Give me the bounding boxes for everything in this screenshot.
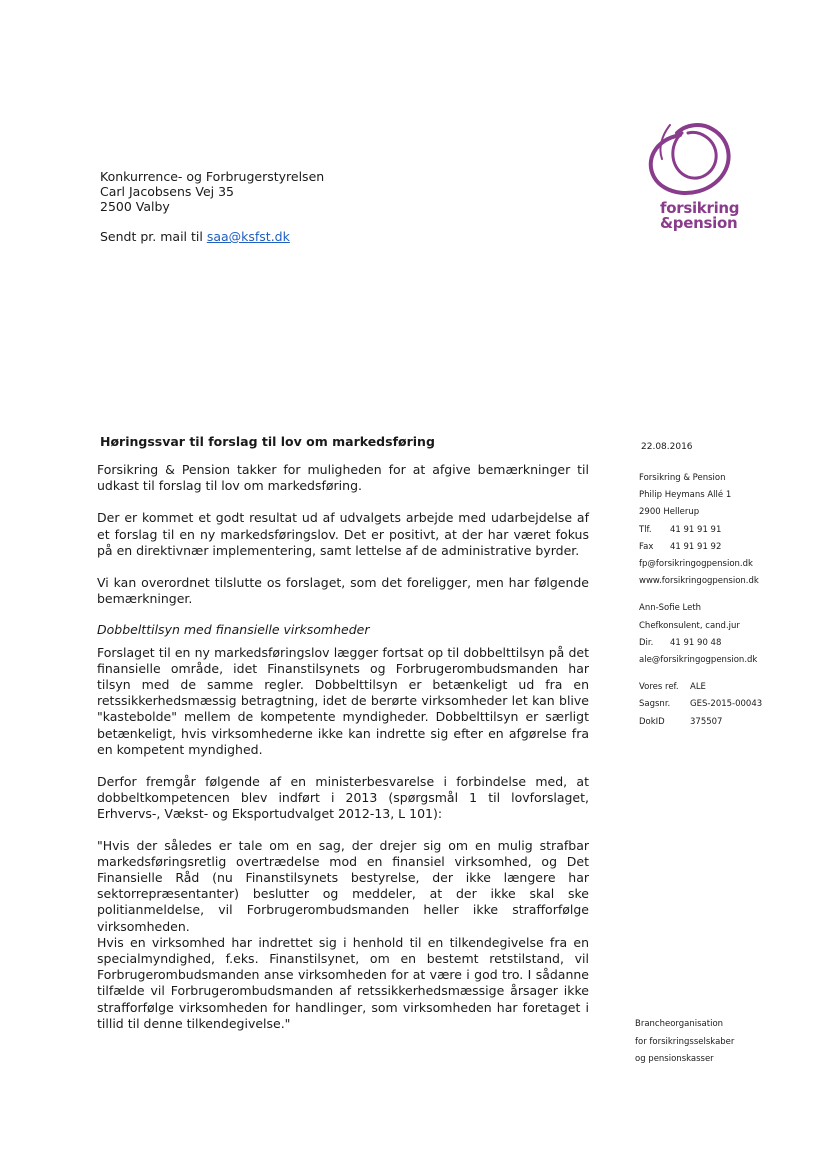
direct-label: Dir. — [639, 637, 654, 648]
document-id-label: DokID — [639, 716, 665, 727]
document-id-row — [639, 714, 762, 731]
phone-value: 41 91 91 91 — [670, 524, 722, 535]
contact-email: ale@forsikringogpension.dk — [639, 655, 758, 666]
footer-line-2: for forsikringsselskaber — [635, 1036, 735, 1047]
recipient-street: Carl Jacobsens Vej 35 — [100, 184, 235, 199]
quote-part-2: Hvis en virksomhed har indrettet sig i henhold til en tilkendegivelse fra en specialmyndighed, f.eks. Finanstilsynet, om en bestemt retstilstand, vil Forbrugerombudsmanden anse virksomheden for at være i god tro. I sådanne tilfælde vil Forbrugerombudsmanden af retssikkerhedsmæssige årsager ikke strafforfølge virksomheden for handlinger, som virksomheden har foretaget i tillid til denne tilkendegivelse." — [97, 934, 589, 1031]
quote-part-1: "Hvis der således er tale om en sag, der drejer sig om en mulig strafbar markedsføringsretlig overtrædelse mod en finansiel virksomhed, og Det Finansielle Råd (nu Finanstilsynets bestyrelse, der ikke længere har sektorrepræsentanter) beslutter og meddeler, at der ikke skal ske politianmeldelse, vil Forbrugerombudsmanden heller ikke strafforfølge virksomheden. — [97, 837, 589, 934]
sender-info — [639, 470, 762, 731]
fax-value: 41 91 91 92 — [670, 541, 722, 552]
case-number-value: GES-2015-00043 — [690, 699, 763, 710]
organisation-footer — [635, 1016, 734, 1069]
reference-row — [639, 679, 762, 696]
contact-direct-row — [639, 635, 762, 652]
recipient-city: 2500 Valby — [100, 199, 170, 214]
letter-body — [97, 462, 589, 1032]
reference-value: ALE — [690, 682, 706, 693]
recipient-name: Konkurrence- og Forbrugerstyrelsen — [100, 169, 325, 184]
logo-line-1: forsikring — [660, 199, 740, 217]
document-date: 22.08.2016 — [641, 442, 693, 452]
sender-web: www.forsikringogpension.dk — [639, 576, 759, 587]
section-subheading: Dobbelttilsyn med finansielle virksomheder — [97, 622, 370, 638]
paragraph-minister-answer: Derfor fremgår følgende af en ministerbesvarelse i forbindelse med, at dobbeltkompetencen blev indført i 2013 (spørgsmål 1 til lovforslaget, Erhvervs-, Vækst- og Eksportudvalget 2012-13, L 101): — [97, 774, 589, 822]
contact-title: Chefkonsulent, cand.jur — [639, 620, 740, 631]
logo-wordmark — [660, 201, 739, 231]
footer-line-3: og pensionskasser — [635, 1054, 714, 1064]
paragraph-result: Der er kommet et godt resultat ud af udvalgets arbejde med udarbejdelse af et forslag til en ny markedsføringslov. Det er positivt, at der har været fokus på en direktivnær implementering, samt lettelse af de administrative byrder. — [97, 510, 589, 558]
case-number-label: Sagsnr. — [639, 699, 671, 710]
sender-city: 2900 Hellerup — [639, 507, 700, 518]
sender-org: Forsikring & Pension — [639, 473, 726, 483]
sender-email: fp@forsikringogpension.dk — [639, 559, 753, 570]
sent-prefix: Sendt pr. mail til — [100, 229, 207, 244]
paragraph-double-supervision: Forslaget til en ny markedsføringslov lægger fortsat op til dobbelttilsyn på det finansielle område, idet Finanstilsynets og Forbrugerombudsmanden har tilsyn med de samme regler. Dobbelttilsyn er betænkeligt ud fra en retssikkerhedsmæssig betragtning, idet de berørte virksomheder let kan blive "kastebolde" mellem de kompetente myndigheder. Dobbelttilsyn er særligt betænkeligt, hvis virksomhederne ikke kan indrette sig efter en afgørelse fra en kompetent myndighed. — [97, 644, 589, 757]
direct-value: 41 91 90 48 — [670, 637, 722, 648]
sender-phone-row — [639, 522, 762, 539]
logo-line-2: &pension — [660, 214, 738, 232]
recipient-address — [100, 169, 324, 214]
footer-line-1: Brancheorganisation — [635, 1019, 724, 1029]
paragraph-intro: Forsikring & Pension takker for muligheden for at afgive bemærkninger til udkast til forslag til lov om markedsføring. — [97, 462, 589, 494]
recipient-email-link[interactable]: saa@ksfst.dk — [206, 229, 290, 244]
reference-label: Vores ref. — [639, 682, 679, 693]
document-title: Høringssvar til forslag til lov om markedsføring — [100, 434, 435, 449]
contact-name: Ann-Sofie Leth — [639, 603, 702, 614]
fax-label: Fax — [639, 541, 654, 552]
phone-label: Tlf. — [639, 524, 652, 535]
document-id-value: 375507 — [690, 716, 723, 727]
sender-fax-row — [639, 539, 762, 556]
sent-by-mail-line — [100, 229, 290, 244]
case-number-row — [639, 696, 762, 713]
sender-street: Philip Heymans Allé 1 — [639, 490, 732, 501]
paragraph-support: Vi kan overordnet tilslutte os forslaget, som det foreligger, men har følgende bemærkninger. — [97, 575, 589, 607]
